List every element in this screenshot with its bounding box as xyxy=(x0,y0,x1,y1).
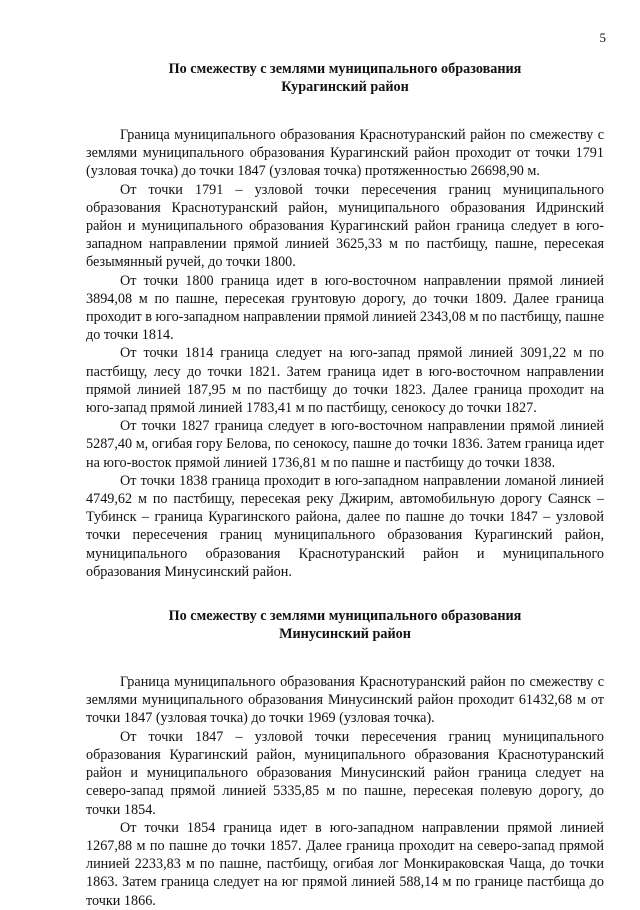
section-heading-line1: По смежеству с землями муниципального образования xyxy=(168,61,522,77)
paragraph: От точки 1791 – узловой точки пересечения границ муниципального образования Краснотуранский район, муниципального образования Идринский район и муниципального образования Курагинский район граница следует в юго-западном направлении прямой линией 3625,33 м по пастбищу, пашне, пересекая безымянный ручей, до точки 1800. xyxy=(86,181,604,271)
paragraph: От точки 1800 граница идет в юго-восточном направлении прямой линией 3894,08 м по пашне, пересекая грунтовую дорогу, до точки 1809. Далее граница проходит в юго-западном направлении прямой линией 2343,08 м по пастбищу, пашне до точки 1814. xyxy=(86,272,604,344)
section-heading xyxy=(86,60,604,96)
paragraph: От точки 1847 – узловой точки пересечения границ муниципального образования Курагинский район, муниципального образования Краснотуранский район и муниципального образования Минусинский район граница следует на северо-запад прямой линией 5335,85 м по пашне, пересекая полевую дорогу, до точки 1854. xyxy=(86,728,604,818)
page-number: 5 xyxy=(599,30,606,45)
section-heading-line1: По смежеству с землями муниципального образования xyxy=(168,608,522,625)
section-minusinsky xyxy=(86,607,604,910)
section-heading-line2: Минусинский район xyxy=(279,626,411,643)
paragraph: Граница муниципального образования Краснотуранский район по смежеству с землями муниципального образования Минусинский район проходит 61432,68 м от точки 1847 (узловая точка) до точки 1969 (узловая точка). xyxy=(86,674,604,727)
section-heading-line2: Курагинский район xyxy=(281,79,409,95)
paragraph: Граница муниципального образования Краснотуранский район по смежеству с землями муниципального образования Курагинский район проходит от точки 1791 (узловая точка) до точки 1847 (узловая точка) протяженностью 26698,90 м. xyxy=(86,127,604,180)
paragraph: От точки 1854 граница идет в юго-западном направлении прямой линией 1267,88 м по пашне до точки 1857. Далее граница проходит на северо-запад прямой линией 2233,83 м по пашне, пастбищу, огибая лог Монкираковская Чаща, до точки 1863. Затем граница следует на юг прямой линией 588,14 м по границе пастбища до точки 1866. xyxy=(86,819,604,909)
paragraph: От точки 1814 граница следует на юго-запад прямой линией 3091,22 м по пастбищу, лесу до точки 1821. Затем граница идет в юго-восточном направлении прямой линией 187,95 м по пастбищу до точки 1823. Далее граница проходит на юго-запад прямой линией 1783,41 м по пастбищу, сенокосу до точки 1827. xyxy=(86,345,604,417)
paragraph: От точки 1838 граница проходит в юго-западном направлении ломаной линией 4749,62 м по пастбищу, пересекая реку Джирим, автомобильную дорогу Саянск – Тубинск – граница Курагинского района, далее по пашне до точки 1847 – узловой точки пересечения границ муниципального образования Курагинский район, муниципального образования Краснотуранский район и муниципального образования Минусинский район. xyxy=(86,472,604,580)
document-body xyxy=(86,60,604,910)
section-kuraginsky xyxy=(86,60,604,581)
paragraph: От точки 1827 граница следует в юго-восточном направлении прямой линией 5287,40 м, огибая гору Белова, по сенокосу, пашне до точки 1836. Затем граница идет на юго-восток прямой линией 1736,81 м по пашне и пастбищу до точки 1838. xyxy=(86,418,604,471)
section-heading xyxy=(86,607,604,643)
